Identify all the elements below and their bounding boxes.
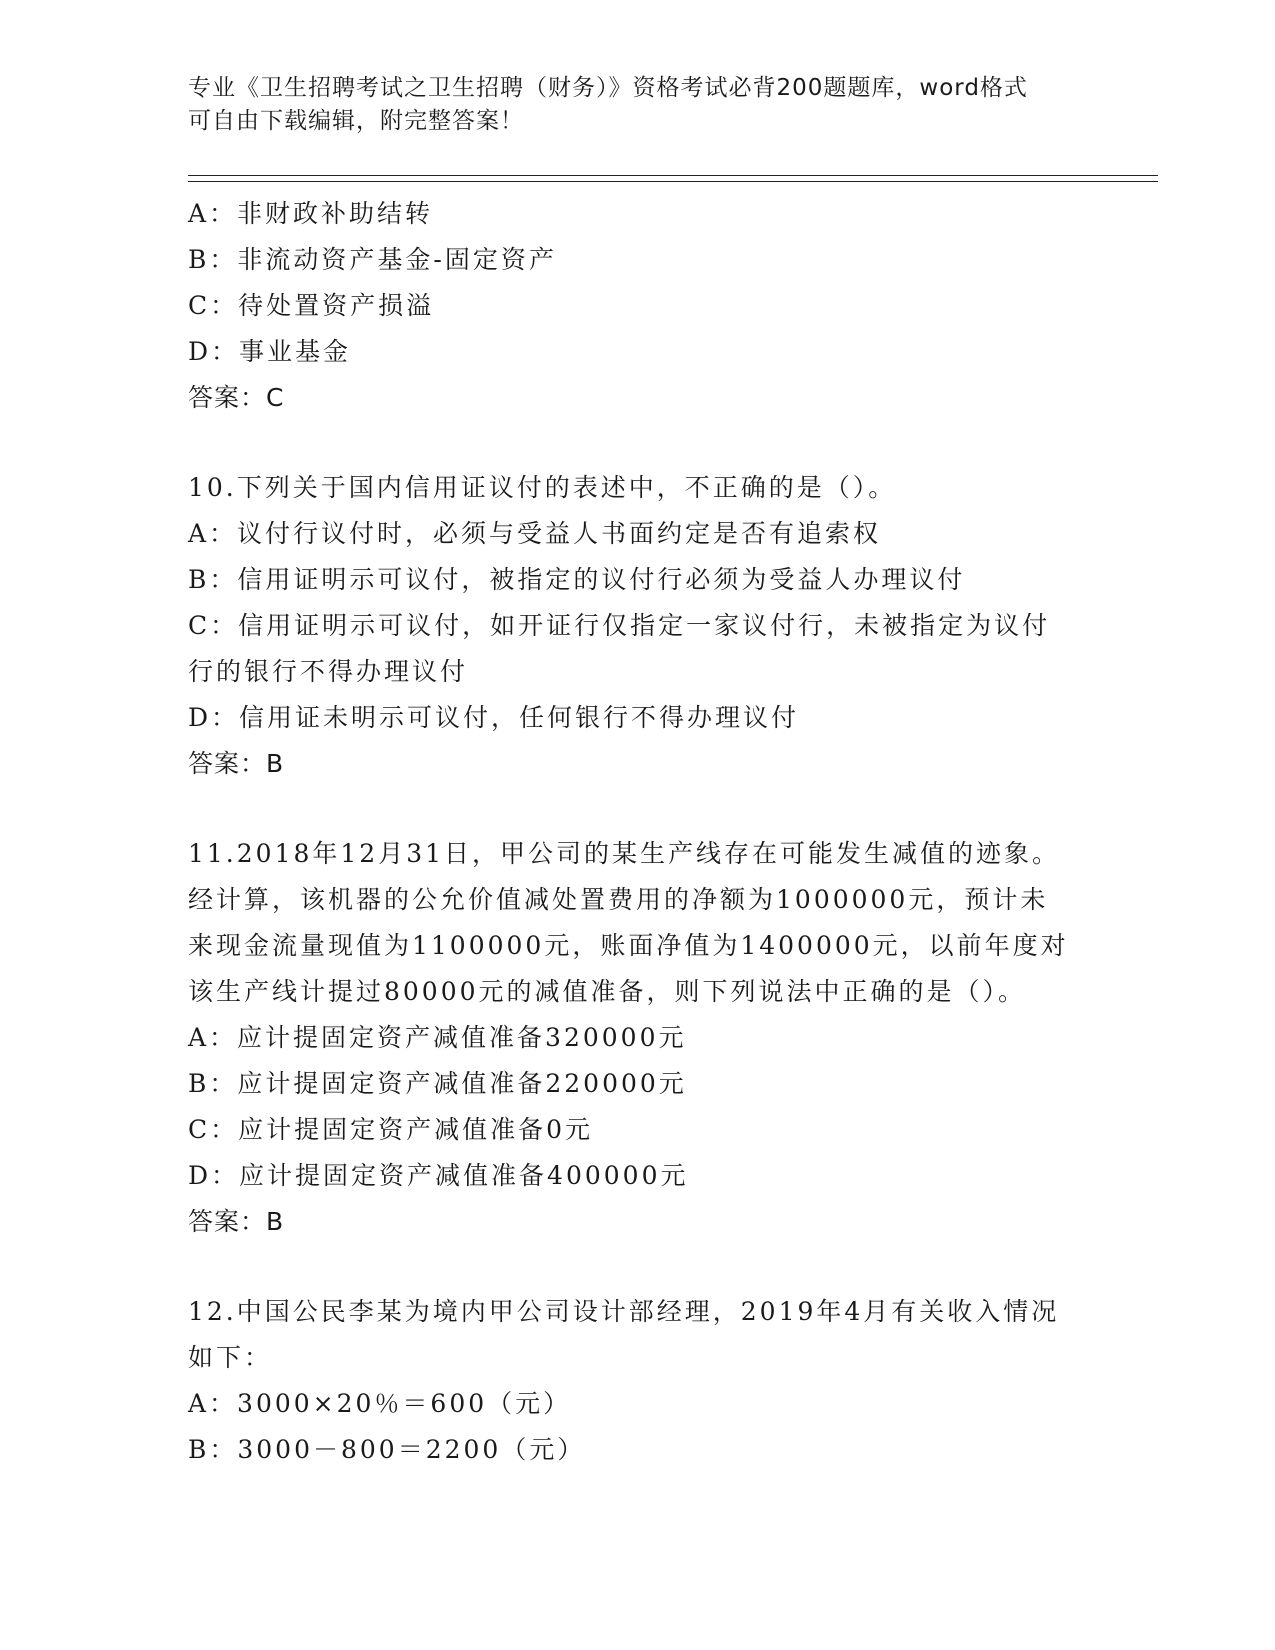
question-stem-continued: 经计算，该机器的公允价值减处置费用的净额为1000000元，预计未 <box>188 885 1049 914</box>
question-10 <box>188 465 1088 787</box>
option-a: A：非财政补助结转 <box>188 199 434 228</box>
option-d: D：信用证未明示可议付，任何银行不得办理议付 <box>188 703 800 732</box>
question-9 <box>188 191 1088 421</box>
option-a: A：应计提固定资产减值准备320000元 <box>188 1023 687 1052</box>
answer: 答案：B <box>188 1207 285 1236</box>
question-stem-continued: 来现金流量现值为1100000元，账面净值为1400000元，以前年度对 <box>188 931 1069 960</box>
option-b: B：应计提固定资产减值准备220000元 <box>188 1069 687 1098</box>
question-stem-continued: 该生产线计提过80000元的减值准备，则下列说法中正确的是（）。 <box>188 977 1027 1006</box>
option-d: D：应计提固定资产减值准备400000元 <box>188 1161 689 1190</box>
header-line-1: 专业《卫生招聘考试之卫生招聘（财务）》资格考试必背200题题库，word格式 <box>188 75 1028 101</box>
option-d: D：事业基金 <box>188 337 352 366</box>
spacer <box>188 421 1088 465</box>
question-stem: 12.中国公民李某为境内甲公司设计部经理，2019年4月有关收入情况 <box>188 1297 1060 1326</box>
header-divider-bottom <box>188 181 1158 182</box>
option-c: C：信用证明示可议付，如开证行仅指定一家议付行，未被指定为议付 <box>188 611 1051 640</box>
question-stem: 11.2018年12月31日，甲公司的某生产线存在可能发生减值的迹象。 <box>188 839 1061 868</box>
answer: 答案：C <box>188 383 285 412</box>
header-line-2: 可自由下载编辑，附完整答案！ <box>188 108 524 134</box>
option-b: B：3000－800＝2200（元） <box>188 1435 586 1464</box>
question-11 <box>188 831 1088 1245</box>
option-c-continued: 行的银行不得办理议付 <box>188 657 469 686</box>
header-divider-top <box>188 175 1158 176</box>
question-stem: 10.下列关于国内信用证议付的表述中，不正确的是（）。 <box>188 473 897 502</box>
spacer <box>188 1245 1088 1289</box>
option-a: A：议付行议付时，必须与受益人书面约定是否有追索权 <box>188 519 882 548</box>
document-content <box>188 191 1088 1473</box>
option-b: B：信用证明示可议付，被指定的议付行必须为受益人办理议付 <box>188 565 966 594</box>
question-12 <box>188 1289 1088 1473</box>
spacer <box>188 787 1088 831</box>
option-b: B：非流动资产基金-固定资产 <box>188 245 557 274</box>
option-a: A：3000×20％＝600（元） <box>188 1389 572 1418</box>
option-c: C：应计提固定资产减值准备0元 <box>188 1115 594 1144</box>
answer: 答案：B <box>188 749 285 778</box>
question-stem-continued: 如下： <box>188 1343 273 1372</box>
option-c: C：待处置资产损溢 <box>188 291 435 320</box>
document-header <box>188 72 1088 138</box>
